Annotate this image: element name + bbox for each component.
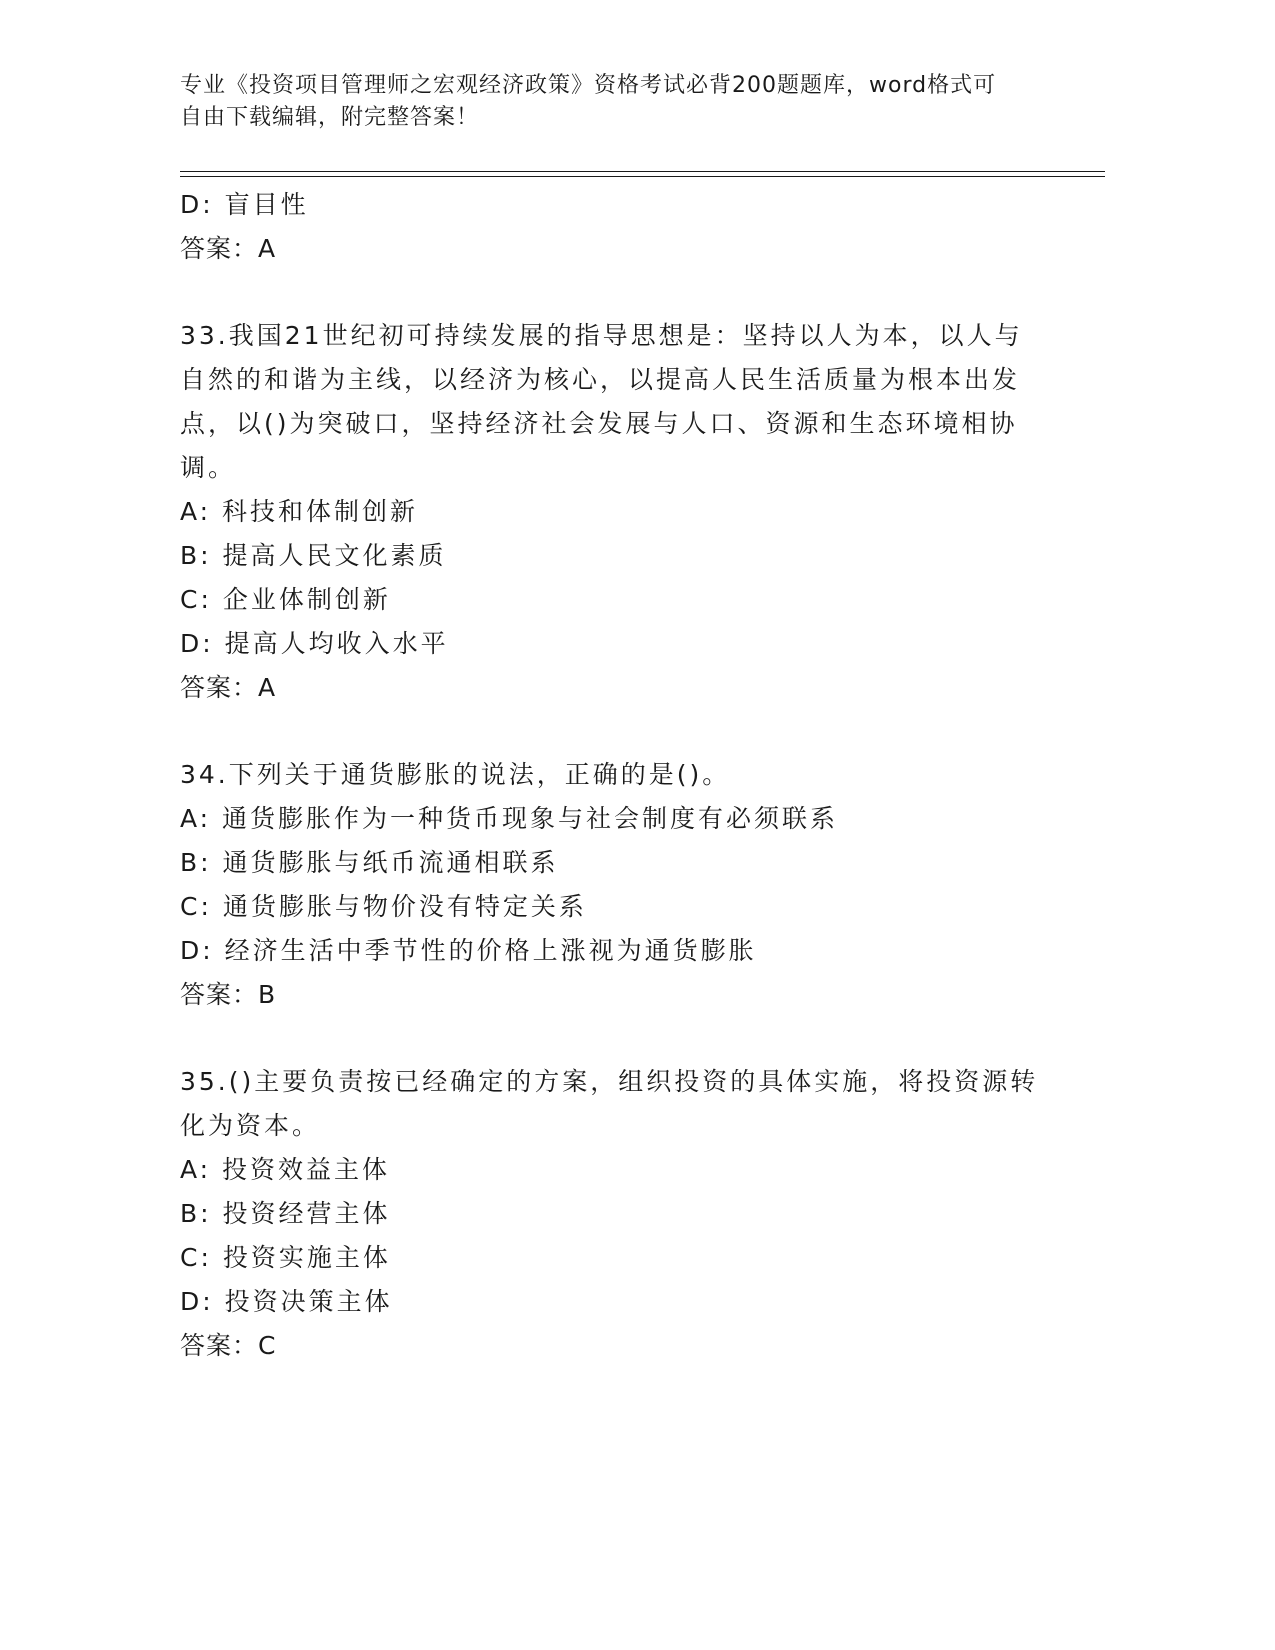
option-c: C: 企业体制创新 xyxy=(180,585,391,614)
option-d: D: 提高人均收入水平 xyxy=(180,629,449,658)
option-a: A: 科技和体制创新 xyxy=(180,497,419,526)
option-b: B: 投资经营主体 xyxy=(180,1199,391,1228)
option-c: C: 通货膨胀与物价没有特定关系 xyxy=(180,892,587,921)
answer-line: 答案：A xyxy=(180,234,277,263)
question-text-line: 34.下列关于通货膨胀的说法，正确的是()。 xyxy=(180,760,731,789)
option-b: B: 提高人民文化素质 xyxy=(180,541,447,570)
question-text-line: 35.()主要负责按已经确定的方案，组织投资的具体实施，将投资源转 xyxy=(180,1067,1039,1096)
option-d: D: 盲目性 xyxy=(180,190,309,219)
answer-line: 答案：C xyxy=(180,1331,277,1360)
option-b: B: 通货膨胀与纸币流通相联系 xyxy=(180,848,559,877)
header-divider-top xyxy=(180,171,1105,172)
option-a: A: 投资效益主体 xyxy=(180,1155,391,1184)
question-text-line: 自然的和谐为主线，以经济为核心，以提高人民生活质量为根本出发 xyxy=(180,365,1021,394)
header-line-2: 自由下载编辑，附完整答案！ xyxy=(180,105,480,130)
question-35 xyxy=(180,1060,1050,1368)
option-d: D: 投资决策主体 xyxy=(180,1287,393,1316)
header-line-1: 专业《投资项目管理师之宏观经济政策》资格考试必背200题题库，word格式可 xyxy=(180,73,997,98)
option-d: D: 经济生活中季节性的价格上涨视为通货膨胀 xyxy=(180,936,757,965)
document-body xyxy=(180,183,1050,1368)
question-text-line: 化为资本。 xyxy=(180,1111,321,1140)
header-divider-bottom xyxy=(180,176,1105,177)
previous-question-tail xyxy=(180,183,1050,271)
answer-line: 答案：A xyxy=(180,673,277,702)
question-text-line: 33.我国21世纪初可持续发展的指导思想是：坚持以人为本，以人与 xyxy=(180,321,1023,350)
question-text-line: 调。 xyxy=(180,453,237,482)
question-33 xyxy=(180,314,1050,710)
answer-line: 答案：B xyxy=(180,980,277,1009)
question-text-line: 点，以()为突破口，坚持经济社会发展与人口、资源和生态环境相协 xyxy=(180,409,1018,438)
document-header xyxy=(180,70,1040,134)
question-34 xyxy=(180,753,1050,1017)
option-c: C: 投资实施主体 xyxy=(180,1243,391,1272)
option-a: A: 通货膨胀作为一种货币现象与社会制度有必须联系 xyxy=(180,804,839,833)
